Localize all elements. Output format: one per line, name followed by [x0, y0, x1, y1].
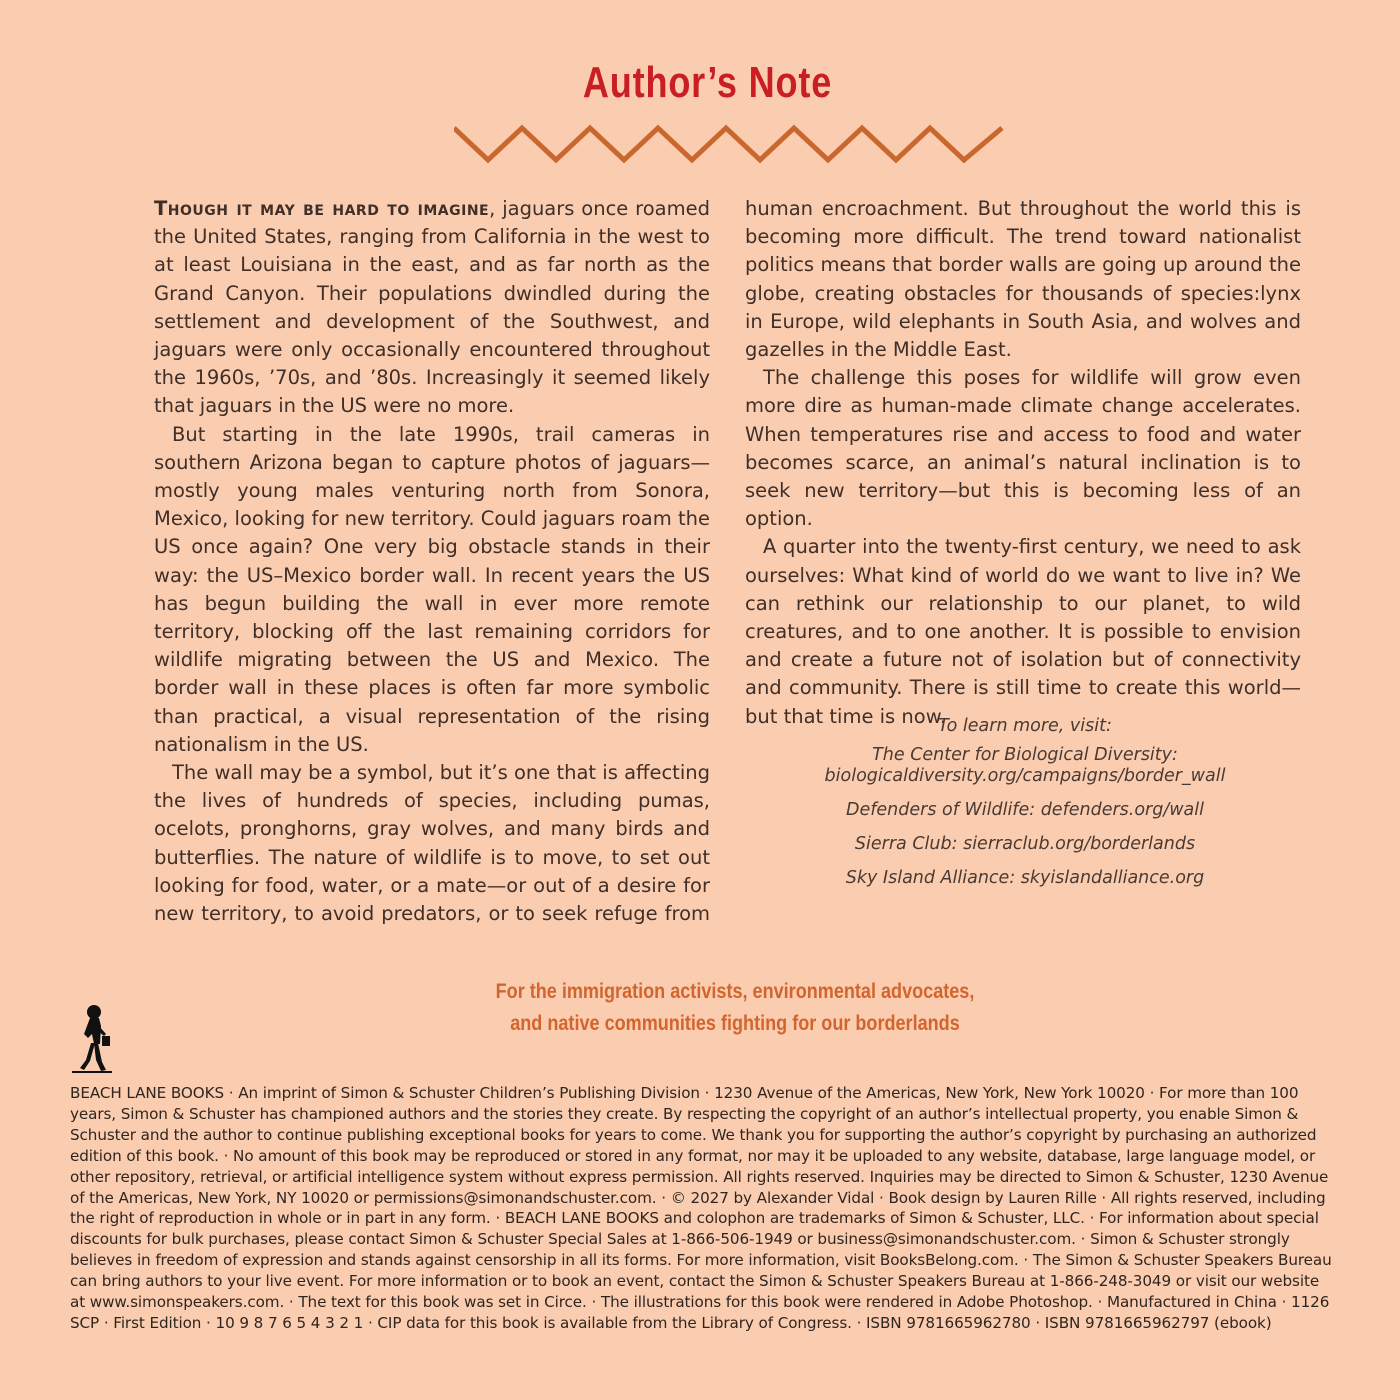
paragraph: Though it may be hard to imagine, jaguars once roamed the United States, ranging from California in the west to at least Louisiana in the east, and as far north as the Grand Canyon. Their populations dwindled during the settlement and development of the Southwest, and jaguars were only occasionally encountered throughout the 1960s, ’70s, and ’80s. Increasingly it seemed likely that jaguars in the US were no more. — [154, 197, 711, 418]
paragraph: The challenge this poses for wildlife will grow even more dire as human-made climate change accelerates. When temperatures rise and access to food and water becomes scarce, an animal’s natural inclination is to seek new territory—but this is becoming less of an option. — [745, 366, 1301, 531]
paragraph: But starting in the late 1990s, trail cameras in southern Arizona began to capture photos of jaguars—mostly young males venturing north from Sonora, Mexico, looking for new territory. Could jaguars roam the US once again? One very big obstacle stands in their way: the US–Mexico border wall. In recent years the US has begun building the wall in ever more remote territory, blocking off the last remaining corridors for wildlife migrating between the US and Mexico. The border wall in these places is often far more symbolic than practical, a visual representation of the rising nationalism in the US. — [154, 422, 710, 756]
resource-item: Sierra Club: sierraclub.org/borderlands — [854, 834, 1196, 854]
resources-intro: To learn more, visit: — [938, 716, 1112, 736]
copyright-colophon: BEACH LANE BOOKS · An imprint of Simon & Schuster Children’s Publishing Division · 1230 Avenue of the Americas, New York, New York 10020 · For more than 100 years, Simon & Schuster has championed authors and the stories they create. By respecting the copyright of an author’s intellectual property, you enable Simon & Schuster and the author to continue publishing exceptional books for years to come. We thank you for supporting the author’s copyright by purchasing an authorized edition of this book. · No amount of this book may be reproduced or stored in any format, nor may it be uploaded to any website, database, large language model, or other repository, retrieval, or artificial intelligence system without express permission. All rights reserved. Inquiries may be directed to Simon & Schuster, 1230 Avenue of the Americas, New York, NY 10020 or permissions@simonandschuster.com. · © 2027 by Alexander Vidal · Book design by Lauren Rille · All rights reserved, including the right of reproduction in whole or in part in any form. · BEACH LANE BOOKS and colophon are trademarks of Simon & Schuster, LLC. · For information about special discounts for bulk purchases, please contact Simon & Schuster Special Sales at 1-866-506-1949 or business@simonandschuster.com. · Simon & Schuster strongly believes in freedom of expression and stands against censorship in all its forms. For more information, visit BooksBelong.com. · The Simon & Schuster Speakers Bureau can bring authors to your live event. For more information or to book an event, contact the Simon & Schuster Speakers Bureau at 1-866-248-3049 or visit our website at www.simonspeakers.com. · The text for this book was set in Circe. · The illustrations for this book were rendered in Adobe Photoshop. · Manufactured in China · 1126 SCP · First Edition · 10 9 8 7 6 5 4 3 2 1 · CIP data for this book is available from the Library of Congress. · ISBN 9781665962780 · ISBN 9781665962797 (ebook) — [70, 1084, 1332, 1332]
zigzag-divider — [454, 124, 1004, 164]
left-column — [154, 195, 710, 928]
paragraph: The wall may be a symbol, but it’s one that is affecting the lives of hundreds of species, including pumas, ocelots, pronghorns, gray wolves, and many birds and butterflies. The nature of wildlife is to move, to set out looking for food, water, or a mate—or out of a desire for new territory, to avoid predators, or to seek refuge from — [154, 761, 710, 926]
resource-item: Defenders of Wildlife: defenders.org/wall — [846, 800, 1204, 820]
paragraph: A quarter into the twenty-first century, we need to ask ourselves: What kind of world do we want to live in? We can rethink our relationship to our planet, to wild creatures, and to one another. It is possible to envision and create a future not of isolation but of connectivity and community. There is still time to create this world—but that time is now. — [745, 535, 1301, 728]
resource-item: Sky Island Alliance: skyislandalliance.org — [845, 868, 1205, 888]
lead-in: Though it may be hard to imagine — [154, 197, 490, 220]
right-column — [745, 195, 1301, 731]
paragraph: human encroachment. But throughout the world this is becoming more difficult. The trend toward nationalist politics means that border walls are going up around the globe, creating obstacles for thousands of species:lynx in Europe, wild elephants in South Asia, and wolves and gazelles in the Middle East. — [745, 197, 1301, 362]
resources-list — [800, 716, 1250, 902]
resource-item: The Center for Biological Diversity: biologicaldiversity.org/campaigns/border_wall — [824, 745, 1226, 786]
boy-with-bucket-silhouette-icon — [68, 1004, 112, 1080]
page-title: Author’s Note — [582, 58, 833, 107]
dedication: For the immigration activists, environmental advocates, and native communities fighting for our borderlands — [495, 980, 975, 1035]
